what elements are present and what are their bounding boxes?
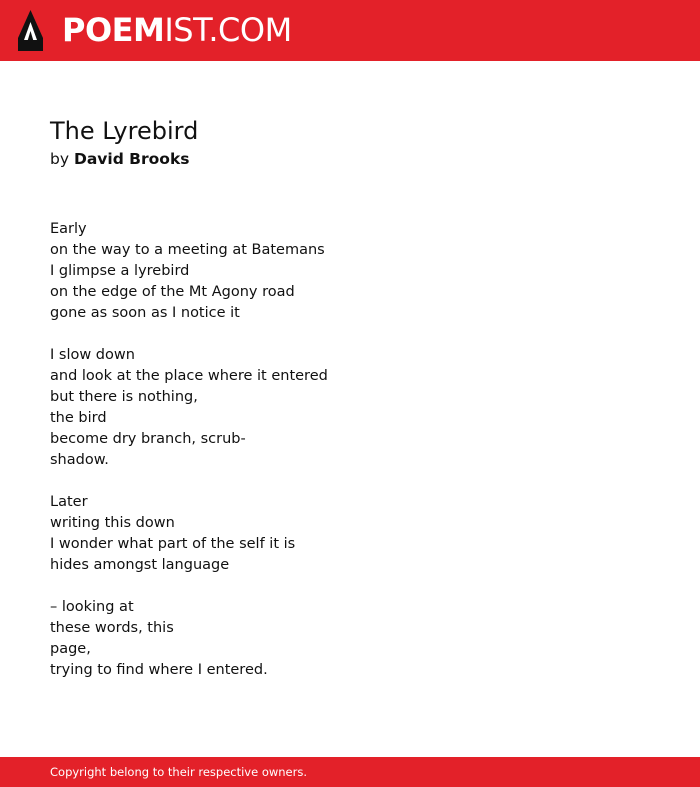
- poem-line: the bird: [50, 410, 107, 426]
- poem-line: but there is nothing,: [50, 389, 198, 405]
- poem-line: and look at the place where it entered: [50, 368, 328, 384]
- poem-line: Later: [50, 494, 88, 510]
- poem-title: The Lyrebird: [50, 117, 199, 145]
- poem-line: shadow.: [50, 452, 109, 468]
- byline: [50, 149, 189, 169]
- by-label: by: [50, 150, 70, 168]
- stanza: [50, 492, 650, 576]
- poem-line: I wonder what part of the self it is: [50, 536, 296, 552]
- author-name: David Brooks: [73, 150, 190, 168]
- poem-line: writing this down: [50, 515, 175, 531]
- poem-line: – looking at: [50, 599, 134, 615]
- poem-line: these words, this: [50, 620, 174, 636]
- poem-line: I glimpse a lyrebird: [50, 263, 190, 279]
- poem-line: page,: [50, 641, 91, 657]
- poem-line: trying to find where I entered.: [50, 662, 268, 678]
- site-header: [0, 0, 700, 61]
- brand-light: IST.COM: [164, 11, 292, 49]
- copyright-notice: Copyright belong to their respective owners.: [50, 765, 308, 779]
- pencil-icon[interactable]: [18, 10, 43, 51]
- site-logo[interactable]: [62, 11, 292, 49]
- stanza: [50, 219, 650, 324]
- poem-line: become dry branch, scrub-: [50, 431, 246, 447]
- brand-bold: POEM: [62, 11, 165, 49]
- poem-body: [50, 219, 650, 702]
- poem-line: gone as soon as I notice it: [50, 305, 240, 321]
- poem-line: I slow down: [50, 347, 135, 363]
- stanza: [50, 597, 650, 681]
- poem-line: on the way to a meeting at Batemans: [50, 242, 325, 258]
- poem-line: on the edge of the Mt Agony road: [50, 284, 295, 300]
- poem-line: hides amongst language: [50, 557, 230, 573]
- poem-line: Early: [50, 221, 87, 237]
- site-footer: [0, 757, 700, 787]
- stanza: [50, 345, 650, 471]
